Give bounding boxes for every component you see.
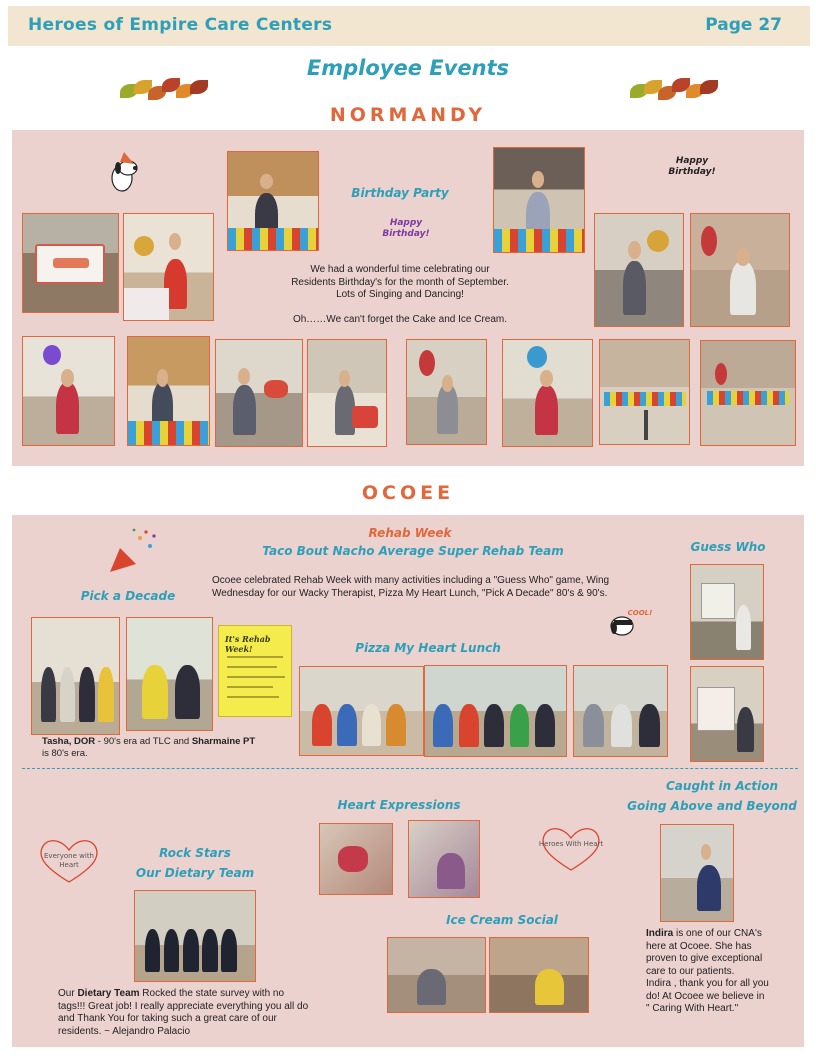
description-line: Lots of Singing and Dancing! bbox=[336, 289, 464, 300]
description-line: Oh……We can't forget the Cake and Ice Cream. bbox=[292, 313, 508, 325]
going-above-title: Going Above and Beyond bbox=[627, 799, 797, 813]
photo-guess-who-1 bbox=[690, 564, 764, 660]
caption-bold: Dietary Team bbox=[77, 988, 140, 999]
birthday-description bbox=[262, 264, 538, 326]
photo-caught-in-action bbox=[660, 824, 734, 922]
photo-ice-cream-1 bbox=[387, 937, 486, 1013]
rock-stars-title: Rock Stars bbox=[159, 846, 231, 860]
photo-resident-gift bbox=[307, 339, 387, 447]
photo-resident-balloons bbox=[123, 213, 214, 321]
heart-left-text: Everyone with Heart bbox=[44, 852, 94, 869]
page-heading: Employee Events bbox=[306, 56, 510, 80]
photo-dining-hall-2 bbox=[700, 340, 796, 446]
party-popper-icon bbox=[106, 526, 160, 576]
autumn-leaves-icon bbox=[628, 76, 720, 102]
dietary-caption bbox=[58, 988, 358, 1038]
decade-caption bbox=[42, 736, 292, 759]
rehab-week-flyer bbox=[218, 625, 292, 717]
caption-line bbox=[58, 988, 358, 1001]
photo-resident-wheelchair bbox=[594, 213, 684, 327]
section-title-normandy: NORMANDY bbox=[329, 104, 487, 126]
photo-resident-red-shirt bbox=[22, 336, 115, 446]
photo-pizza-lunch-3 bbox=[573, 665, 668, 757]
flyer-line bbox=[227, 656, 283, 658]
cool-sticker: COOL! bbox=[627, 609, 653, 617]
caption-text: is one of our CNA's bbox=[673, 928, 762, 939]
happy-birthday-sticker: Happy Birthday! bbox=[668, 156, 716, 177]
page-header bbox=[8, 6, 810, 46]
caption-line: " Caring With Heart." bbox=[646, 1003, 739, 1014]
page-number: Page 27 bbox=[705, 15, 782, 35]
photo-guess-who-2 bbox=[690, 666, 764, 762]
photo-heart-expressions-2 bbox=[408, 820, 480, 898]
rehab-description bbox=[212, 575, 652, 600]
happy-birthday-sticker: Happy Birthday! bbox=[382, 218, 430, 239]
heart-right-text: Heroes With Heart bbox=[538, 840, 604, 848]
caption-bold: Indira bbox=[646, 928, 674, 939]
photo-resident-room bbox=[690, 213, 790, 327]
caption-text: is 80's era. bbox=[42, 747, 88, 759]
description-line: Wednesday for our Wacky Therapist, Pizza My Heart Lunch, "Pick A Decade" 80's & 90's. bbox=[212, 587, 608, 599]
event-title-birthday-party: Birthday Party bbox=[351, 186, 449, 200]
photo-heart-expressions-1 bbox=[319, 823, 393, 895]
flyer-line bbox=[227, 696, 279, 698]
caption-line: residents. ~ Alejandro Palacio bbox=[58, 1025, 191, 1037]
caption-line: Indira , thank you for all you bbox=[646, 978, 769, 989]
pizza-lunch-title: Pizza My Heart Lunch bbox=[355, 641, 501, 655]
pick-a-decade-title: Pick a Decade bbox=[80, 589, 176, 603]
photo-resident-balloon-2 bbox=[406, 339, 487, 445]
guess-who-title: Guess Who bbox=[690, 540, 766, 554]
newsletter-title: Heroes of Empire Care Centers bbox=[28, 15, 333, 35]
description-line: We had a wonderful time celebrating our bbox=[310, 264, 490, 275]
caption-text: Rocked the state survey with no bbox=[139, 988, 285, 999]
caption-line: and Thank You for taking such a great care of our bbox=[58, 1013, 277, 1024]
flyer-line bbox=[227, 686, 273, 688]
indira-caption bbox=[646, 928, 796, 1016]
caption-line bbox=[646, 928, 796, 941]
rehab-week-title: Rehab Week bbox=[368, 526, 452, 540]
rehab-team-title: Taco Bout Nacho Average Super Rehab Team bbox=[262, 544, 564, 558]
caught-in-action-title: Caught in Action bbox=[666, 779, 778, 793]
description-line: Ocoee celebrated Rehab Week with many activities including a "Guess Who" game, Wing bbox=[212, 575, 610, 586]
heart-expressions-title: Heart Expressions bbox=[337, 798, 461, 812]
caption-text: Our bbox=[58, 988, 78, 999]
photo-resident-cake-2 bbox=[215, 339, 303, 447]
photo-decade-group bbox=[31, 617, 120, 735]
photo-ice-cream-2 bbox=[489, 937, 589, 1013]
caption-line: tags!!! Great job! I really appreciate everything you all do bbox=[58, 1000, 309, 1012]
photo-dietary-team bbox=[134, 890, 256, 982]
autumn-leaves-icon bbox=[118, 76, 210, 102]
photo-resident-cake bbox=[493, 147, 585, 253]
caption-text: - 90's era ad TLC and bbox=[95, 736, 192, 747]
photo-resident-cafe bbox=[127, 336, 210, 446]
caption-bold: Sharmaine PT bbox=[191, 736, 256, 747]
dietary-team-title: Our Dietary Team bbox=[135, 866, 255, 880]
photo-dining-hall bbox=[599, 339, 690, 445]
photo-decade-pair bbox=[126, 617, 213, 731]
photo-pizza-lunch-2 bbox=[424, 665, 567, 757]
section-divider bbox=[22, 768, 798, 769]
caption-line: proven to give exceptional bbox=[646, 953, 763, 964]
snoopy-party-icon bbox=[104, 148, 140, 194]
flyer-title: It's Rehab Week! bbox=[225, 634, 271, 654]
photo-resident-red-shirt-2 bbox=[502, 339, 593, 447]
photo-pizza-lunch-1 bbox=[299, 666, 424, 756]
section-title-ocoee: OCOEE bbox=[361, 482, 455, 504]
caption-line: do! At Ocoee we believe in bbox=[646, 990, 765, 1002]
heart-icon bbox=[538, 824, 604, 874]
photo-resident-table bbox=[227, 151, 319, 251]
caption-bold: Tasha, DOR bbox=[42, 736, 96, 747]
ice-cream-title: Ice Cream Social bbox=[446, 913, 558, 927]
caption-line: care to our patients. bbox=[646, 965, 735, 977]
caption-line: here at Ocoee. She has bbox=[646, 940, 752, 952]
photo-birthday-cake bbox=[22, 213, 119, 313]
flyer-line bbox=[227, 676, 285, 678]
description-line: Residents Birthday's for the month of September. bbox=[291, 276, 509, 288]
flyer-line bbox=[227, 666, 277, 668]
